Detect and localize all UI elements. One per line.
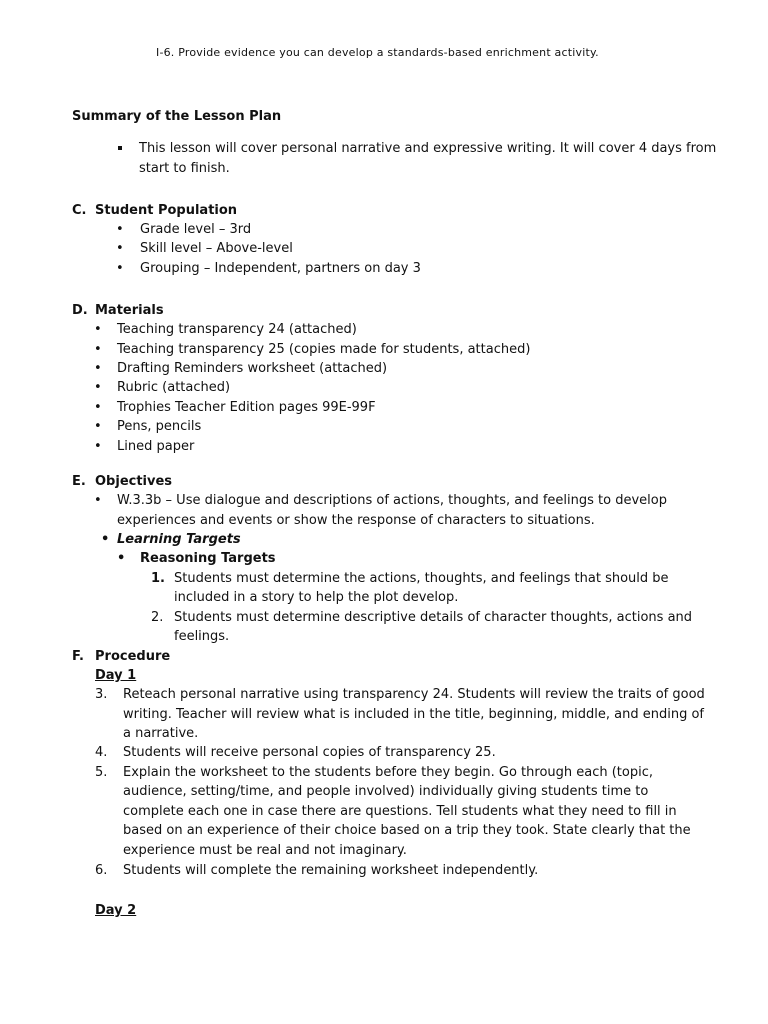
bullet-icon: • (94, 380, 102, 395)
step-number: 6. (95, 863, 108, 878)
materials-item: Rubric (attached) (117, 380, 231, 395)
step-text-line: experience must be real and not imaginary. (123, 843, 407, 858)
bullet-icon: • (94, 493, 102, 508)
bullet-icon: • (116, 222, 124, 237)
step-text-line: Students will complete the remaining worksheet independently. (123, 863, 539, 878)
step-text-line: a narrative. (123, 726, 199, 741)
bullet-icon: • (94, 342, 102, 357)
section-letter-e: E. (72, 474, 86, 489)
step-text-line: writing. Teacher will review what is included in the title, beginning, middle, and ending of (123, 707, 704, 722)
step-text-line: based on an experience of their choice based on a trip they took. State clearly that the (123, 823, 691, 838)
materials-item: Teaching transparency 24 (attached) (117, 322, 357, 337)
target-number: 2. (151, 610, 164, 625)
standard-text-line2: experiences and events or show the response of characters to situations. (117, 513, 595, 528)
summary-text-line2: start to finish. (139, 161, 230, 176)
materials-item: Drafting Reminders worksheet (attached) (117, 361, 388, 376)
summary-heading: Summary of the Lesson Plan (72, 109, 282, 124)
materials-item: Teaching transparency 25 (copies made for students, attached) (117, 342, 531, 357)
step-text-line: Explain the worksheet to the students before they begin. Go through each (topic, (123, 765, 654, 780)
step-text-line: Reteach personal narrative using transparency 24. Students will review the traits of good (123, 687, 705, 702)
target-text-line2: included in a story to help the plot develop. (174, 590, 459, 605)
learning-targets-heading: Learning Targets (117, 532, 241, 547)
step-number: 3. (95, 687, 108, 702)
population-item: Grouping – Independent, partners on day 3 (140, 261, 421, 276)
day1-heading: Day 1 (95, 668, 137, 683)
population-item: Skill level – Above-level (140, 241, 293, 256)
bullet-icon: • (94, 322, 102, 337)
step-text-line: complete each one in case there are questions. Tell students what they need to fill in (123, 804, 677, 819)
materials-item: Trophies Teacher Edition pages 99E-99F (117, 400, 376, 415)
bullet-icon: • (94, 361, 102, 376)
step-number: 5. (95, 765, 108, 780)
bullet-icon: • (116, 241, 124, 256)
reasoning-targets-heading: Reasoning Targets (140, 551, 276, 566)
section-letter-f: F. (72, 649, 84, 664)
materials-item: Lined paper (117, 439, 195, 454)
section-letter-d: D. (72, 303, 88, 318)
materials-item: Pens, pencils (117, 419, 202, 434)
page-header: I-6. Provide evidence you can develop a standards-based enrichment activity. (156, 46, 599, 59)
target-text-line1: Students must determine the actions, thoughts, and feelings that should be (174, 571, 669, 586)
target-text-line1: Students must determine descriptive details of character thoughts, actions and (174, 610, 693, 625)
materials-heading: Materials (95, 303, 164, 318)
standard-text-line1: W.3.3b – Use dialogue and descriptions of actions, thoughts, and feelings to develop (117, 493, 667, 508)
target-number: 1. (151, 571, 165, 586)
population-heading: Student Population (95, 203, 238, 218)
bullet-icon: • (116, 261, 124, 276)
bullet-icon: • (117, 551, 126, 566)
bullet-icon: • (94, 439, 102, 454)
objectives-heading: Objectives (95, 474, 173, 489)
step-text-line: audience, setting/time, and people involved) individually giving students time to (123, 784, 649, 799)
target-text-line2: feelings. (174, 629, 230, 644)
bullet-icon: • (94, 400, 102, 415)
step-number: 4. (95, 745, 108, 760)
summary-text-line1: This lesson will cover personal narrative and expressive writing. It will cover 4 days from (139, 141, 717, 156)
bullet-icon: • (94, 419, 102, 434)
bullet-icon: • (101, 532, 110, 547)
population-item: Grade level – 3rd (140, 222, 252, 237)
section-letter-c: C. (72, 203, 87, 218)
day2-heading: Day 2 (95, 903, 137, 918)
step-text-line: Students will receive personal copies of transparency 25. (123, 745, 496, 760)
procedure-heading: Procedure (95, 649, 171, 664)
square-bullet-icon (118, 146, 122, 150)
